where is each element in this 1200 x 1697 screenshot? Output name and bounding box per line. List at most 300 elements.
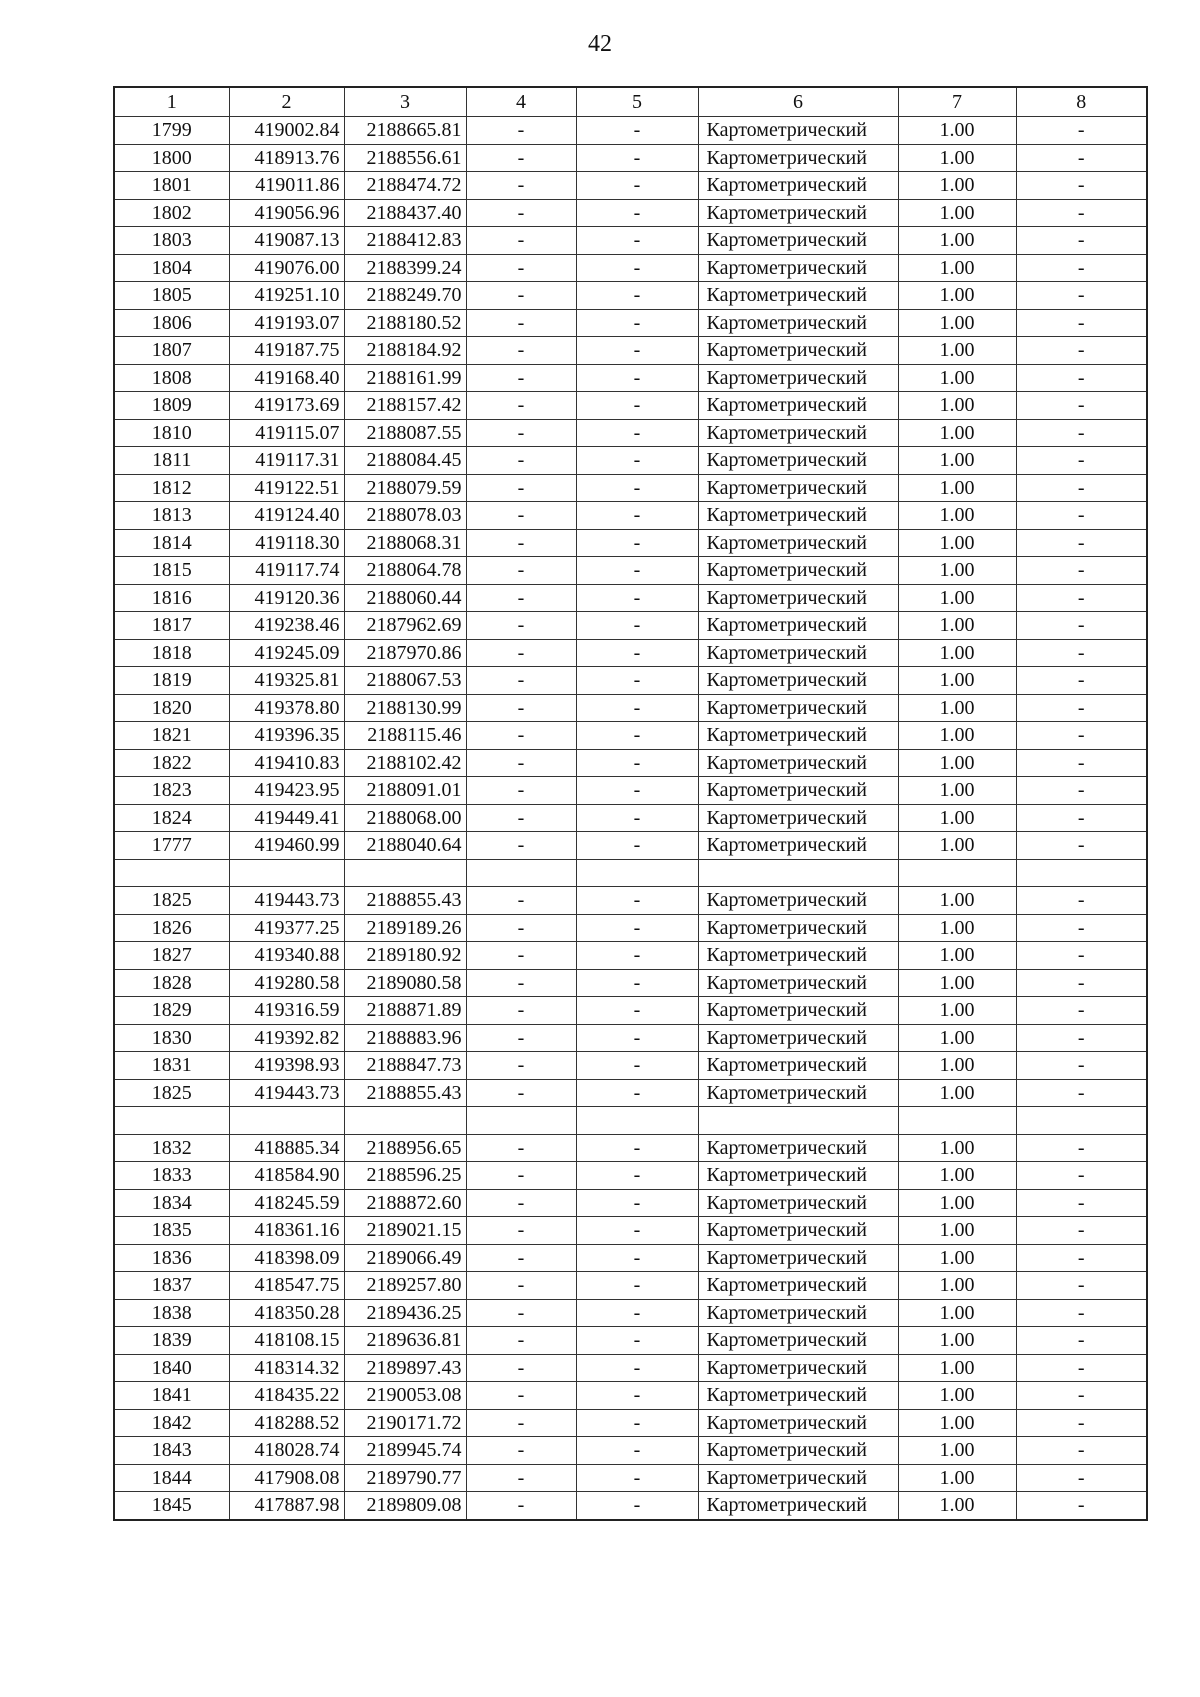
table-cell: - (466, 1244, 576, 1272)
table-cell: 2188437.40 (344, 199, 466, 227)
table-cell: - (576, 419, 698, 447)
table-cell: Картометрический (698, 639, 898, 667)
table-cell: - (466, 1217, 576, 1245)
table-cell: 1821 (114, 722, 229, 750)
table-cell: 2188068.00 (344, 804, 466, 832)
table-cell: 1812 (114, 474, 229, 502)
table-cell: 1.00 (898, 887, 1016, 915)
table-cell: 2188040.64 (344, 832, 466, 860)
table-cell: 1838 (114, 1299, 229, 1327)
table-cell: - (466, 447, 576, 475)
table-cell: 419118.30 (229, 529, 344, 557)
table-cell: 1801 (114, 172, 229, 200)
table-cell: - (1016, 364, 1147, 392)
table-cell: 2188102.42 (344, 749, 466, 777)
table-cell: 1.00 (898, 1024, 1016, 1052)
table-cell: 1800 (114, 144, 229, 172)
table-cell: - (576, 474, 698, 502)
table-cell: Картометрический (698, 474, 898, 502)
table-cell: 1.00 (898, 282, 1016, 310)
table-cell: 1.00 (898, 667, 1016, 695)
table-cell: - (576, 337, 698, 365)
table-cell: 418028.74 (229, 1437, 344, 1465)
table-cell: Картометрический (698, 419, 898, 447)
table-cell (466, 1107, 576, 1135)
table-cell (898, 859, 1016, 887)
table-cell: - (1016, 1024, 1147, 1052)
table-cell: - (576, 997, 698, 1025)
table-cell: - (466, 227, 576, 255)
table-cell: Картометрический (698, 557, 898, 585)
table-cell: - (1016, 1299, 1147, 1327)
table-row (114, 1162, 1147, 1190)
table-cell: - (466, 832, 576, 860)
table-cell: Картометрический (698, 832, 898, 860)
table-cell: 1.00 (898, 254, 1016, 282)
table-row (114, 777, 1147, 805)
table-cell: 419087.13 (229, 227, 344, 255)
table-cell: - (576, 804, 698, 832)
table-cell: 1823 (114, 777, 229, 805)
table-cell: 2188249.70 (344, 282, 466, 310)
table-cell: 419410.83 (229, 749, 344, 777)
table-cell: - (576, 309, 698, 337)
table-cell: - (1016, 639, 1147, 667)
table-cell: - (576, 1217, 698, 1245)
table-cell: 1845 (114, 1492, 229, 1520)
table-row (114, 254, 1147, 282)
table-cell: - (576, 502, 698, 530)
table-cell (114, 1107, 229, 1135)
table-cell: 1.00 (898, 804, 1016, 832)
table-cell: 1820 (114, 694, 229, 722)
table-cell: 1811 (114, 447, 229, 475)
table-row (114, 1024, 1147, 1052)
table-cell: - (466, 1272, 576, 1300)
table-cell: - (1016, 1327, 1147, 1355)
table-cell: - (466, 1409, 576, 1437)
table-cell: - (576, 832, 698, 860)
table-cell: - (576, 364, 698, 392)
table-cell: 1817 (114, 612, 229, 640)
table-cell: 1808 (114, 364, 229, 392)
table-cell (114, 859, 229, 887)
table-cell: Картометрический (698, 392, 898, 420)
table-cell: 2188596.25 (344, 1162, 466, 1190)
table-cell: 2188847.73 (344, 1052, 466, 1080)
table-body (114, 87, 1147, 1520)
table-cell: - (576, 1272, 698, 1300)
table-cell: 1.00 (898, 502, 1016, 530)
table-cell: - (466, 1024, 576, 1052)
coordinates-table (113, 86, 1148, 1521)
table-cell: Картометрический (698, 887, 898, 915)
table-cell: - (576, 1409, 698, 1437)
table-cell: - (1016, 722, 1147, 750)
table-cell: 419340.88 (229, 942, 344, 970)
header-cell: 6 (698, 87, 898, 117)
table-cell: 1.00 (898, 914, 1016, 942)
table-cell: Картометрический (698, 1437, 898, 1465)
table-cell: 2188556.61 (344, 144, 466, 172)
table-cell: - (1016, 832, 1147, 860)
table-cell: - (1016, 1272, 1147, 1300)
table-cell: 1.00 (898, 364, 1016, 392)
table-cell: 419392.82 (229, 1024, 344, 1052)
table-cell: 418398.09 (229, 1244, 344, 1272)
table-cell: - (466, 144, 576, 172)
table-cell: 2190053.08 (344, 1382, 466, 1410)
table-cell: - (466, 942, 576, 970)
table-row (114, 997, 1147, 1025)
table-cell: - (576, 1134, 698, 1162)
table-cell: - (576, 447, 698, 475)
table-cell: 419193.07 (229, 309, 344, 337)
table-cell: - (576, 887, 698, 915)
table-cell: 1834 (114, 1189, 229, 1217)
table-cell: 419124.40 (229, 502, 344, 530)
table-cell: 419238.46 (229, 612, 344, 640)
table-row (114, 887, 1147, 915)
header-cell: 2 (229, 87, 344, 117)
table-cell: 2188883.96 (344, 1024, 466, 1052)
table-cell: - (466, 1079, 576, 1107)
table-cell: 2190171.72 (344, 1409, 466, 1437)
table-row (114, 1189, 1147, 1217)
table-cell: - (576, 777, 698, 805)
table-cell: 2189180.92 (344, 942, 466, 970)
table-cell: - (466, 1382, 576, 1410)
table-cell: 1805 (114, 282, 229, 310)
table-cell: - (1016, 1217, 1147, 1245)
table-cell: 1.00 (898, 172, 1016, 200)
table-cell: 419173.69 (229, 392, 344, 420)
table-cell: 1818 (114, 639, 229, 667)
table-cell: 419056.96 (229, 199, 344, 227)
table-cell: - (576, 722, 698, 750)
header-cell: 3 (344, 87, 466, 117)
table-cell: 1.00 (898, 1382, 1016, 1410)
table-cell: 2187962.69 (344, 612, 466, 640)
table-row (114, 227, 1147, 255)
table-cell: 1814 (114, 529, 229, 557)
table-cell: Картометрический (698, 337, 898, 365)
table-cell: 419449.41 (229, 804, 344, 832)
table-cell: Картометрический (698, 1409, 898, 1437)
table-row (114, 1409, 1147, 1437)
table-cell: - (466, 392, 576, 420)
table-cell: Картометрический (698, 1327, 898, 1355)
table-cell: Картометрический (698, 227, 898, 255)
table-cell: - (576, 254, 698, 282)
table-cell: 418547.75 (229, 1272, 344, 1300)
table-cell: - (466, 639, 576, 667)
table-row (114, 612, 1147, 640)
table-cell: - (466, 667, 576, 695)
table-cell: 1842 (114, 1409, 229, 1437)
table-cell: - (466, 1162, 576, 1190)
table-row (114, 1464, 1147, 1492)
table-row (114, 557, 1147, 585)
table-cell: - (576, 639, 698, 667)
table-cell: 2189809.08 (344, 1492, 466, 1520)
table-cell: 1.00 (898, 117, 1016, 145)
table-cell: 419396.35 (229, 722, 344, 750)
table-cell: 2188060.44 (344, 584, 466, 612)
table-cell: - (576, 529, 698, 557)
table-cell: 1816 (114, 584, 229, 612)
table-cell: 1841 (114, 1382, 229, 1410)
table-cell: - (1016, 172, 1147, 200)
table-cell (1016, 1107, 1147, 1135)
table-cell: 419011.86 (229, 172, 344, 200)
table-cell (576, 859, 698, 887)
table-row (114, 1244, 1147, 1272)
table-cell: Картометрический (698, 502, 898, 530)
table-row (114, 502, 1147, 530)
table-cell: 1.00 (898, 1134, 1016, 1162)
table-cell: 418913.76 (229, 144, 344, 172)
table-row (114, 749, 1147, 777)
table-cell: Картометрический (698, 777, 898, 805)
table-cell: - (1016, 612, 1147, 640)
table-cell: 2188157.42 (344, 392, 466, 420)
table-cell: - (1016, 969, 1147, 997)
table-cell: 1843 (114, 1437, 229, 1465)
table-cell: Картометрический (698, 254, 898, 282)
table-cell: Картометрический (698, 1162, 898, 1190)
table-cell: - (466, 199, 576, 227)
table-cell: - (466, 997, 576, 1025)
table-cell: 1833 (114, 1162, 229, 1190)
table-cell: 2188871.89 (344, 997, 466, 1025)
table-cell: 1.00 (898, 832, 1016, 860)
table-cell: 2188474.72 (344, 172, 466, 200)
table-cell: 1.00 (898, 557, 1016, 585)
table-cell: 1.00 (898, 1327, 1016, 1355)
table-cell: 419325.81 (229, 667, 344, 695)
table-cell: 419120.36 (229, 584, 344, 612)
table-row (114, 914, 1147, 942)
table-cell: - (1016, 667, 1147, 695)
table-cell: 2189189.26 (344, 914, 466, 942)
table-row (114, 117, 1147, 145)
header-cell: 7 (898, 87, 1016, 117)
table-cell: - (576, 1244, 698, 1272)
table-cell: 2188956.65 (344, 1134, 466, 1162)
table-cell: Картометрический (698, 282, 898, 310)
table-row (114, 1052, 1147, 1080)
table-cell: - (576, 1024, 698, 1052)
table-cell: 2188855.43 (344, 1079, 466, 1107)
table-cell: - (1016, 447, 1147, 475)
table-cell: 418435.22 (229, 1382, 344, 1410)
table-cell: 2189945.74 (344, 1437, 466, 1465)
table-cell: - (1016, 914, 1147, 942)
table-cell: - (466, 282, 576, 310)
table-row (114, 639, 1147, 667)
table-cell: 419460.99 (229, 832, 344, 860)
table-cell: Картометрический (698, 1382, 898, 1410)
table-cell: 419443.73 (229, 1079, 344, 1107)
table-cell: 2189021.15 (344, 1217, 466, 1245)
table-cell: - (576, 557, 698, 585)
table-cell: 419316.59 (229, 997, 344, 1025)
table-cell: - (1016, 309, 1147, 337)
table-cell: Картометрический (698, 1354, 898, 1382)
table-cell: 2188872.60 (344, 1189, 466, 1217)
table-cell: - (466, 969, 576, 997)
table-cell: - (1016, 997, 1147, 1025)
table-cell: 2189436.25 (344, 1299, 466, 1327)
table-row (114, 942, 1147, 970)
table-cell: - (466, 1327, 576, 1355)
table-cell: 418885.34 (229, 1134, 344, 1162)
header-cell: 4 (466, 87, 576, 117)
table-cell: 1.00 (898, 997, 1016, 1025)
table-cell: 417908.08 (229, 1464, 344, 1492)
table-cell: 1806 (114, 309, 229, 337)
table-cell: - (466, 1189, 576, 1217)
table-cell: Картометрический (698, 364, 898, 392)
table-cell: - (466, 777, 576, 805)
table-cell: 2188855.43 (344, 887, 466, 915)
table-cell: - (576, 282, 698, 310)
table-cell: - (466, 172, 576, 200)
table-cell: - (466, 557, 576, 585)
table-cell: - (576, 172, 698, 200)
table-cell: 1.00 (898, 584, 1016, 612)
table-cell: 2189257.80 (344, 1272, 466, 1300)
table-cell: Картометрический (698, 1492, 898, 1520)
table-cell: 1831 (114, 1052, 229, 1080)
table-cell: 2189066.49 (344, 1244, 466, 1272)
table-cell: - (1016, 419, 1147, 447)
table-cell: - (466, 117, 576, 145)
table-cell: - (1016, 199, 1147, 227)
table-cell: 1807 (114, 337, 229, 365)
table-cell: - (1016, 1492, 1147, 1520)
table-cell: - (576, 942, 698, 970)
table-cell: 1802 (114, 199, 229, 227)
table-row (114, 832, 1147, 860)
table-cell: 2188079.59 (344, 474, 466, 502)
table-cell: - (576, 1189, 698, 1217)
table-cell: 1.00 (898, 1244, 1016, 1272)
table-cell: 2188068.31 (344, 529, 466, 557)
table-cell: - (466, 502, 576, 530)
table-row (114, 392, 1147, 420)
table-cell: Картометрический (698, 1189, 898, 1217)
table-cell: - (576, 1437, 698, 1465)
table-cell (698, 1107, 898, 1135)
table-cell: 2188084.45 (344, 447, 466, 475)
table-row (114, 447, 1147, 475)
table-cell: 2188180.52 (344, 309, 466, 337)
table-cell: 2188184.92 (344, 337, 466, 365)
table-row (114, 1217, 1147, 1245)
table-cell: - (1016, 392, 1147, 420)
table-cell: - (1016, 337, 1147, 365)
table-row (114, 172, 1147, 200)
table-cell: 418350.28 (229, 1299, 344, 1327)
table-row (114, 694, 1147, 722)
table-cell: 1.00 (898, 942, 1016, 970)
table-cell: Картометрический (698, 1024, 898, 1052)
table-cell: - (1016, 1244, 1147, 1272)
table-row (114, 474, 1147, 502)
table-cell: 2188665.81 (344, 117, 466, 145)
table-cell: 2189897.43 (344, 1354, 466, 1382)
table-cell: 419117.31 (229, 447, 344, 475)
table-cell: 1.00 (898, 1299, 1016, 1327)
table-cell: - (466, 1354, 576, 1382)
table-cell: 1.00 (898, 227, 1016, 255)
table-cell: 1837 (114, 1272, 229, 1300)
table-cell: 419168.40 (229, 364, 344, 392)
table-row (114, 667, 1147, 695)
table-cell: 1799 (114, 117, 229, 145)
table-cell: Картометрический (698, 667, 898, 695)
table-cell: Картометрический (698, 749, 898, 777)
table-cell: Картометрический (698, 1134, 898, 1162)
table-cell: 1822 (114, 749, 229, 777)
table-cell: - (576, 199, 698, 227)
table-cell: 1.00 (898, 1492, 1016, 1520)
table-cell: - (576, 667, 698, 695)
table-cell: 1.00 (898, 1052, 1016, 1080)
table-cell: 1829 (114, 997, 229, 1025)
table-cell: Картометрический (698, 447, 898, 475)
table-cell: 419251.10 (229, 282, 344, 310)
table-cell: 1.00 (898, 612, 1016, 640)
table-cell: - (576, 1052, 698, 1080)
table-cell: - (466, 1052, 576, 1080)
table-cell: - (1016, 694, 1147, 722)
table-cell: 1828 (114, 969, 229, 997)
table-cell: 1804 (114, 254, 229, 282)
table-cell: - (1016, 777, 1147, 805)
table-row (114, 1134, 1147, 1162)
table-cell: Картометрический (698, 144, 898, 172)
table-cell: 1.00 (898, 529, 1016, 557)
table-cell: Картометрический (698, 172, 898, 200)
table-row (114, 1492, 1147, 1520)
table-cell: Картометрический (698, 1299, 898, 1327)
table-cell: - (466, 722, 576, 750)
table-cell: 1.00 (898, 969, 1016, 997)
table-cell: 1.00 (898, 447, 1016, 475)
table-row (114, 282, 1147, 310)
table-cell: Картометрический (698, 1272, 898, 1300)
table-cell: - (576, 392, 698, 420)
table-cell: - (1016, 804, 1147, 832)
table-cell: 418108.15 (229, 1327, 344, 1355)
table-cell: - (576, 694, 698, 722)
table-cell: 2188078.03 (344, 502, 466, 530)
table-cell: - (1016, 144, 1147, 172)
table-cell: 418288.52 (229, 1409, 344, 1437)
table-cell: - (466, 1464, 576, 1492)
table-cell: - (576, 612, 698, 640)
table-row (114, 309, 1147, 337)
table-row (114, 529, 1147, 557)
table-cell: 2188412.83 (344, 227, 466, 255)
table-cell: 2189636.81 (344, 1327, 466, 1355)
table-cell (344, 1107, 466, 1135)
table-cell: 1809 (114, 392, 229, 420)
table-cell (344, 859, 466, 887)
